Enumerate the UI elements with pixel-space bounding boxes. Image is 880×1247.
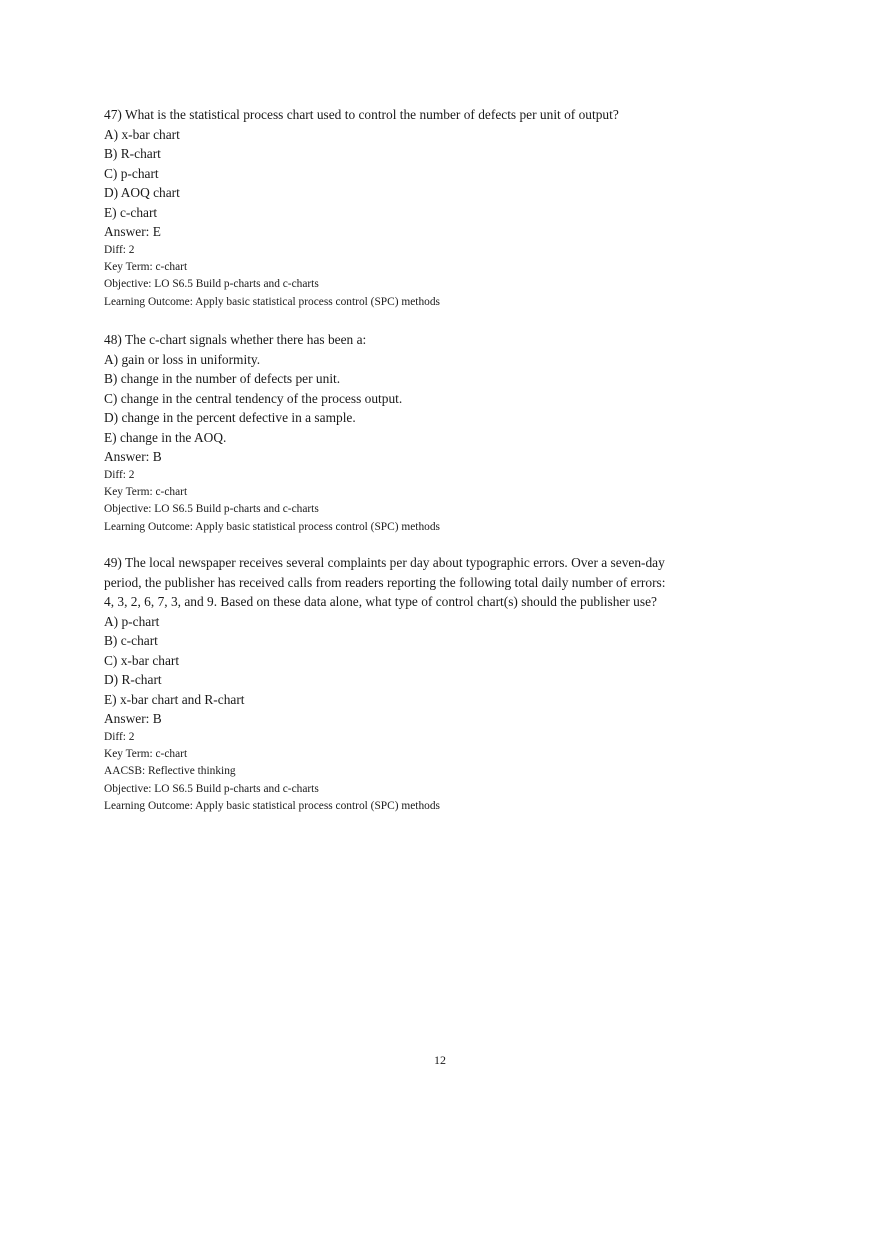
option-a: A) p-chart: [104, 613, 160, 629]
option-d: D) R-chart: [104, 672, 162, 687]
option-d: D) change in the percent defective in a sample.: [104, 410, 356, 425]
objective: Objective: LO S6.5 Build p-charts and c-charts: [104, 278, 319, 291]
question-stem: 47) What is the statistical process chart used to control the number of defects per unit of output?: [104, 107, 619, 122]
objective: Objective: LO S6.5 Build p-charts and c-charts: [104, 782, 319, 795]
question-47: [104, 105, 724, 311]
option-b: B) R-chart: [104, 146, 161, 161]
question-stem: 48) The c-chart signals whether there has been a:: [104, 332, 367, 347]
option-c: C) change in the central tendency of the process output.: [104, 390, 403, 406]
option-a: A) gain or loss in uniformity.: [104, 351, 261, 367]
difficulty: Diff: 2: [104, 243, 135, 256]
key-term: Key Term: c-chart: [104, 485, 188, 498]
option-e: E) c-chart: [104, 204, 158, 220]
answer: Answer: B: [104, 711, 162, 726]
option-b: B) change in the number of defects per unit.: [104, 371, 341, 386]
question-48: [104, 330, 724, 536]
aacsb: AACSB: Reflective thinking: [104, 765, 236, 778]
question-49: [104, 553, 724, 816]
option-d: D) AOQ chart: [104, 185, 180, 200]
key-term: Key Term: c-chart: [104, 747, 188, 760]
option-e: E) x-bar chart and R-chart: [104, 691, 245, 707]
objective: Objective: LO S6.5 Build p-charts and c-charts: [104, 503, 319, 516]
question-stem-line-1: 49) The local newspaper receives several complaints per day about typographic errors. Over a seven-day: [104, 555, 665, 570]
option-e: E) change in the AOQ.: [104, 429, 227, 445]
question-stem-line-2: period, the publisher has received calls from readers reporting the following total daily number of errors:: [104, 574, 666, 590]
difficulty: Diff: 2: [104, 730, 135, 743]
option-c: C) p-chart: [104, 165, 159, 181]
answer: Answer: E: [104, 224, 161, 239]
key-term: Key Term: c-chart: [104, 260, 188, 273]
question-stem-line-3: 4, 3, 2, 6, 7, 3, and 9. Based on these data alone, what type of control chart(s) should the publisher use?: [104, 594, 657, 609]
difficulty: Diff: 2: [104, 468, 135, 481]
option-c: C) x-bar chart: [104, 652, 180, 668]
answer: Answer: B: [104, 449, 162, 464]
learning-outcome: Learning Outcome: Apply basic statistical process control (SPC) methods: [104, 295, 440, 308]
learning-outcome: Learning Outcome: Apply basic statistical process control (SPC) methods: [104, 800, 440, 813]
option-b: B) c-chart: [104, 633, 158, 648]
option-a: A) x-bar chart: [104, 126, 180, 142]
page-number: 12: [434, 1053, 446, 1067]
learning-outcome: Learning Outcome: Apply basic statistical process control (SPC) methods: [104, 520, 440, 533]
